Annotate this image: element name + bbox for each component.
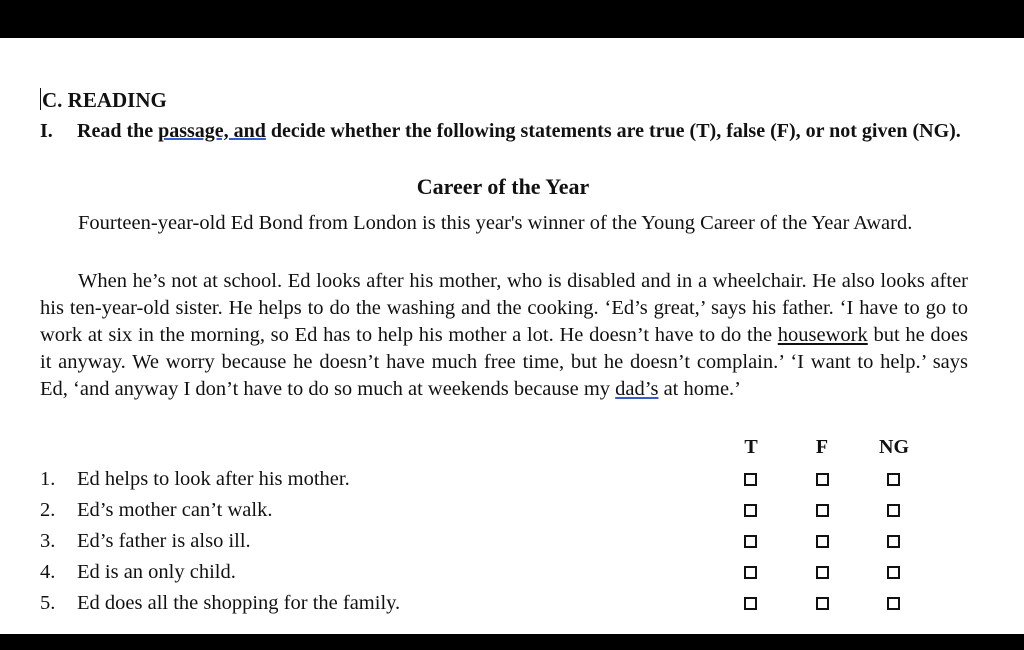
paragraph-2-part-b: but he does it anyway. We worry because he doesn’t have much free time, but he doesn’t complain.’ ‘I want to help.’ says Ed, ‘and anyway I don’t have to do so much at weekends because my: [40, 324, 968, 400]
checkbox-false[interactable]: [816, 504, 829, 517]
passage-paragraph-2: [40, 268, 968, 403]
statement-row: [40, 499, 940, 529]
checkbox-true[interactable]: [744, 535, 757, 548]
checkbox-true[interactable]: [744, 597, 757, 610]
checkbox-false[interactable]: [816, 473, 829, 486]
paragraph-2-part-c: at home.’: [658, 378, 741, 400]
section-heading: [40, 88, 167, 113]
underlined-housework: housework: [777, 324, 868, 346]
statement-row: [40, 592, 940, 622]
checkbox-not-given[interactable]: [887, 566, 900, 579]
statement-row: [40, 530, 940, 560]
statement-number: 2.: [40, 499, 56, 521]
checkbox-not-given[interactable]: [887, 473, 900, 486]
statement-number: 4.: [40, 561, 56, 583]
statement-text: Ed does all the shopping for the family.: [77, 592, 401, 614]
statement-text: Ed helps to look after his mother.: [77, 468, 350, 490]
statement-number: 3.: [40, 530, 56, 552]
statement-row: [40, 468, 940, 498]
checkbox-not-given[interactable]: [887, 597, 900, 610]
task-text-after: decide whether the following statements are true (T), false (F), or not given (NG).: [265, 120, 961, 142]
statement-row: [40, 561, 940, 591]
statement-number: 5.: [40, 592, 56, 614]
task-text-before: Read the: [77, 120, 159, 142]
checkbox-false[interactable]: [816, 597, 829, 610]
section-label: C. READING: [42, 88, 167, 112]
checkbox-true[interactable]: [744, 504, 757, 517]
text-cursor: [40, 88, 41, 110]
statement-number: 1.: [40, 468, 56, 490]
checkbox-false[interactable]: [816, 566, 829, 579]
passage-paragraph-1: Fourteen-year-old Ed Bond from London is this year's winner of the Young Career of the Year Award.: [78, 212, 913, 234]
checkbox-false[interactable]: [816, 535, 829, 548]
bottom-letterbox-bar: [0, 634, 1024, 650]
task-text-underlined: passage, and: [158, 120, 266, 142]
paragraph-2-part-a: When he’s not at school. Ed looks after his mother, who is disabled and in a wheelchair. He also looks after his ten-year-old sister. He helps to do the washing and the cooking. ‘Ed’s great,’ says his father. ‘I have to go to work at six in the morning, so Ed has to help his mother a lot. He doesn’t have to do the: [40, 270, 968, 346]
task-number: I.: [40, 120, 53, 142]
statement-text: Ed’s father is also ill.: [77, 530, 251, 552]
document-page: [0, 38, 1024, 634]
column-header-true: T: [744, 436, 758, 458]
checkbox-true[interactable]: [744, 566, 757, 579]
checkbox-not-given[interactable]: [887, 535, 900, 548]
underlined-dads: dad’s: [615, 378, 659, 400]
checkbox-not-given[interactable]: [887, 504, 900, 517]
checkbox-true[interactable]: [744, 473, 757, 486]
task-instruction: [40, 118, 970, 145]
statement-text: Ed is an only child.: [77, 561, 236, 583]
column-header-not-given: NG: [879, 436, 909, 458]
column-header-false: F: [815, 436, 829, 458]
passage-title: Career of the Year: [416, 174, 590, 199]
statement-text: Ed’s mother can’t walk.: [77, 499, 273, 521]
